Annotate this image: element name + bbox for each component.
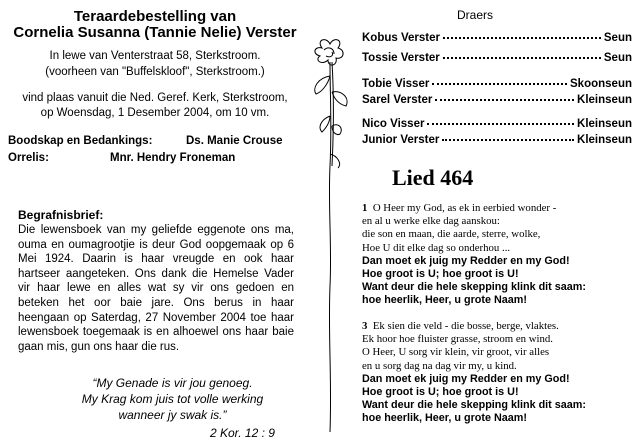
verse-line: en al u werke elke dag aanskou: — [362, 215, 500, 228]
verse-number: 1 — [362, 202, 368, 214]
bearer-relation: Seun — [603, 52, 632, 64]
chorus-line: Dan moet ek juig my Redder en my God! — [362, 254, 570, 267]
dot-leader — [443, 57, 601, 59]
verse-line: en u sorg dag na dag vir my, u kind. — [362, 359, 517, 372]
dot-leader — [432, 83, 567, 85]
chorus-line: Want deur die hele skepping klink dit saam: — [362, 399, 586, 412]
dot-leader — [443, 37, 601, 39]
bearer-relation: Skoonseun — [570, 78, 632, 90]
verse-line — [362, 320, 632, 333]
letter-text: Die lewensboek van my geliefde eggenote ons ma, ouma en oumagrootjie is deur God oopgemaak op 6 Mei 1924. Daarin is haar vreugde en ook haar hartseer aangeteken. Ons dank die Hemelse Vader vir haar lewe en alles wat sy vir ons gedoen en beteken het oor baie jare. Ons berus in haar heengaan op Saterdag, 27 November 2004 toe haar lewensboek toegemaak is en alhoewel ons haar baie gaan mis, gun ons haar die rus. — [18, 224, 294, 353]
date-time-line: op Woensdag, 1 Desember 2004, om 10 vm. — [40, 107, 270, 119]
hymn-title: Lied 464 — [392, 165, 474, 190]
dot-leader — [427, 123, 574, 125]
verse-text: Ek sien die veld - die bosse, berge, vlaktes. — [372, 320, 559, 332]
bearer-row — [362, 52, 632, 64]
verse-line: die son en maan, die aarde, sterre, wolke, — [362, 228, 541, 241]
flower-decoration-icon — [308, 36, 354, 436]
address-line: In lewe van Venterstraat 58, Sterkstroom. — [49, 50, 261, 62]
quote-line-3: wanneer jy swak is.” — [118, 408, 227, 422]
role-label-organist: Orrelis: — [8, 152, 49, 164]
bearer-row — [362, 94, 632, 106]
bearer-name: Tossie Verster — [362, 52, 440, 64]
quote-line-1: “My Genade is vir jou genoeg. — [92, 376, 253, 390]
verse-number: 3 — [362, 320, 368, 332]
chorus-line: hoe heerlik, Heer, u grote Naam! — [362, 294, 528, 307]
verse-text: O Heer my God, as ek in eerbied wonder - — [372, 202, 557, 214]
venue-line: vind plaas vanuit die Ned. Geref. Kerk, Sterkstroom, — [22, 92, 288, 104]
bearers-heading: Draers — [457, 8, 494, 22]
chorus-line: Hoe groot is U; hoe groot is U! — [362, 386, 519, 399]
bearer-row — [362, 78, 632, 90]
hymn-verse-1 — [362, 202, 632, 308]
role-name-minister: Ds. Manie Crouse — [186, 135, 283, 147]
role-label-message: Boodskap en Bedankings: — [8, 135, 153, 147]
dot-leader — [442, 139, 574, 141]
chorus-line: Want deur die hele skepping klink dit saam: — [362, 281, 586, 294]
bearer-relation: Seun — [603, 32, 632, 44]
funeral-notice — [0, 0, 310, 448]
bearer-row — [362, 118, 632, 130]
dot-leader — [435, 99, 574, 101]
bearer-name: Junior Verster — [362, 134, 440, 146]
deceased-name: Cornelia Susanna (Tannie Nelie) Verster — [13, 24, 297, 41]
bearer-name: Nico Visser — [362, 118, 425, 130]
scripture-reference: 2 Kor. 12 : 9 — [210, 426, 275, 440]
chorus-line: hoe heerlik, Heer, u grote Naam! — [362, 412, 528, 425]
letter-title: Begrafnisbrief: — [18, 208, 104, 222]
bearer-name: Kobus Verster — [362, 32, 440, 44]
bearer-name: Tobie Visser — [362, 78, 430, 90]
hymn-verse-3 — [362, 320, 632, 426]
notice-title: Teraardebestelling van — [73, 8, 237, 25]
bearer-name: Sarel Verster — [362, 94, 433, 106]
bearer-relation: Kleinseun — [577, 94, 632, 106]
quote-line-2: My Krag kom juis tot volle werking — [81, 392, 264, 406]
bearer-row — [362, 134, 632, 146]
chorus-line: Dan moet ek juig my Redder en my God! — [362, 372, 570, 385]
verse-line: Hoe U dit elke dag so onderhou ... — [362, 241, 511, 254]
bearer-relation: Kleinseun — [577, 118, 632, 130]
verse-line — [362, 202, 632, 215]
verse-line: O Heer, U sorg vir klein, vir groot, vir alles — [362, 346, 550, 359]
bearer-relation: Kleinseun — [577, 134, 632, 146]
chorus-line: Hoe groot is U; hoe groot is U! — [362, 268, 519, 281]
role-name-organist: Mnr. Hendry Froneman — [110, 152, 236, 164]
verse-line: Ek hoor hoe fluister grasse, stroom en wind. — [362, 333, 554, 346]
previous-address-line: (voorheen van "Buffelskloof", Sterkstroom.) — [45, 66, 265, 78]
bearer-row — [362, 32, 632, 44]
